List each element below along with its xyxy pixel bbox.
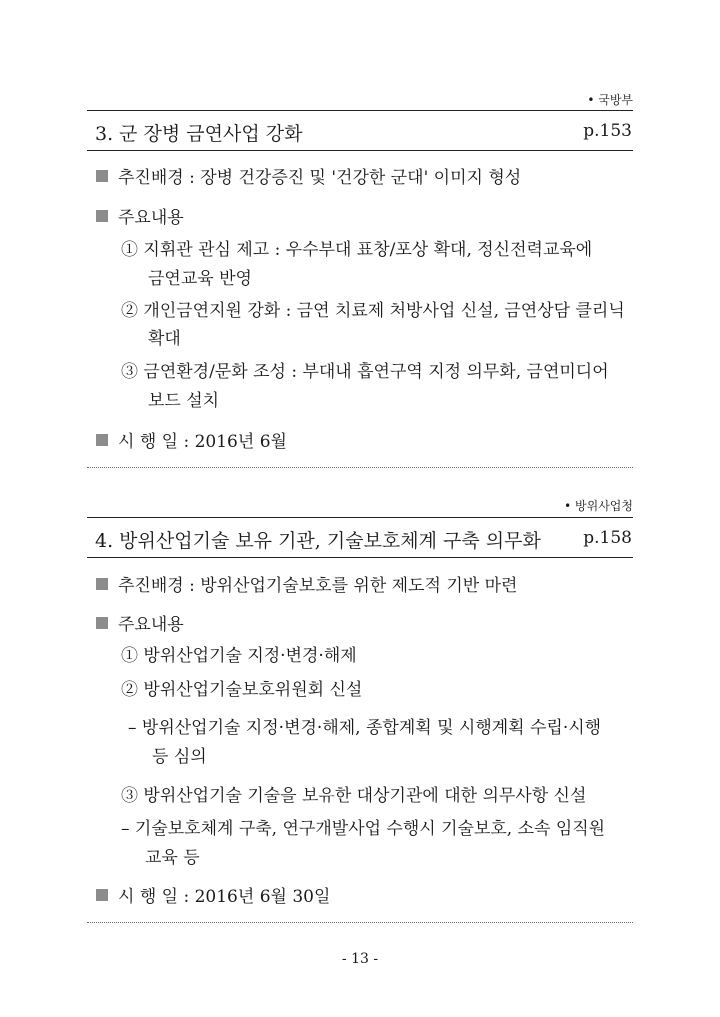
list-item-continuation: 보드 설치	[148, 391, 220, 411]
list-subitem: – 기술보호체계 구축, 연구개발사업 수행시 기술보호, 소속 임직원	[121, 819, 606, 839]
page-reference: p.158	[583, 528, 632, 548]
square-bullet-icon	[96, 889, 108, 901]
content-label: 주요내용	[118, 615, 184, 635]
square-bullet-icon	[96, 617, 108, 629]
effective-date-row	[96, 882, 330, 907]
section-title: 4. 방위산업기술 보유 기관, 기술보호체계 구축 의무화	[95, 530, 541, 552]
section-title: 3. 군 장병 금연사업 강화	[95, 123, 303, 145]
background-text: 추진배경 : 방위산업기술보호를 위한 제도적 기반 마련	[118, 576, 518, 596]
background-row	[96, 163, 521, 188]
department-label: • 국방부	[587, 93, 633, 107]
list-item-continuation: 금연교육 반영	[148, 269, 252, 289]
content-row	[96, 203, 184, 228]
list-item: ① 방위산업기술 지정·변경·해제	[121, 646, 357, 666]
page-number: - 13 -	[341, 951, 379, 967]
list-item: ② 개인금연지원 강화 : 금연 치료제 처방사업 신설, 금연상담 클리닉	[121, 301, 625, 321]
list-item-continuation: 등 심의	[152, 747, 207, 767]
background-text: 추진배경 : 장병 건강증진 및 '건강한 군대' 이미지 형성	[118, 168, 522, 188]
background-row	[96, 571, 517, 596]
effective-date: 시 행 일 : 2016년 6월	[118, 432, 287, 452]
header-rule	[87, 557, 633, 558]
header-rule	[87, 110, 633, 111]
page-reference: p.153	[583, 121, 632, 141]
list-item: ③ 방위산업기술 기술을 보유한 대상기관에 대한 의무사항 신설	[121, 786, 587, 806]
header-rule	[87, 150, 633, 151]
effective-date: 시 행 일 : 2016년 6월 30일	[118, 887, 331, 907]
dotted-divider	[87, 922, 633, 923]
list-item: ③ 금연환경/문화 조성 : 부대내 흡연구역 지정 의무화, 금연미디어	[121, 362, 609, 382]
square-bullet-icon	[96, 434, 108, 446]
square-bullet-icon	[96, 210, 108, 222]
list-item-continuation: 교육 등	[145, 848, 200, 868]
list-item: ② 방위산업기술보호위원회 신설	[121, 680, 363, 700]
content-label: 주요내용	[118, 208, 184, 228]
square-bullet-icon	[96, 578, 108, 590]
content-row	[96, 610, 184, 635]
effective-date-row	[96, 427, 287, 452]
square-bullet-icon	[96, 170, 108, 182]
list-subitem: – 방위산업기술 지정·변경·해제, 종합계획 및 시행계획 수립·시행	[128, 718, 602, 738]
header-rule	[87, 517, 633, 518]
list-item-continuation: 확대	[148, 329, 181, 349]
dotted-divider	[87, 467, 633, 468]
list-item: ① 지휘관 관심 제고 : 우수부대 표창/포상 확대, 정신전력교육에	[121, 240, 593, 260]
department-label: • 방위사업청	[564, 499, 633, 513]
